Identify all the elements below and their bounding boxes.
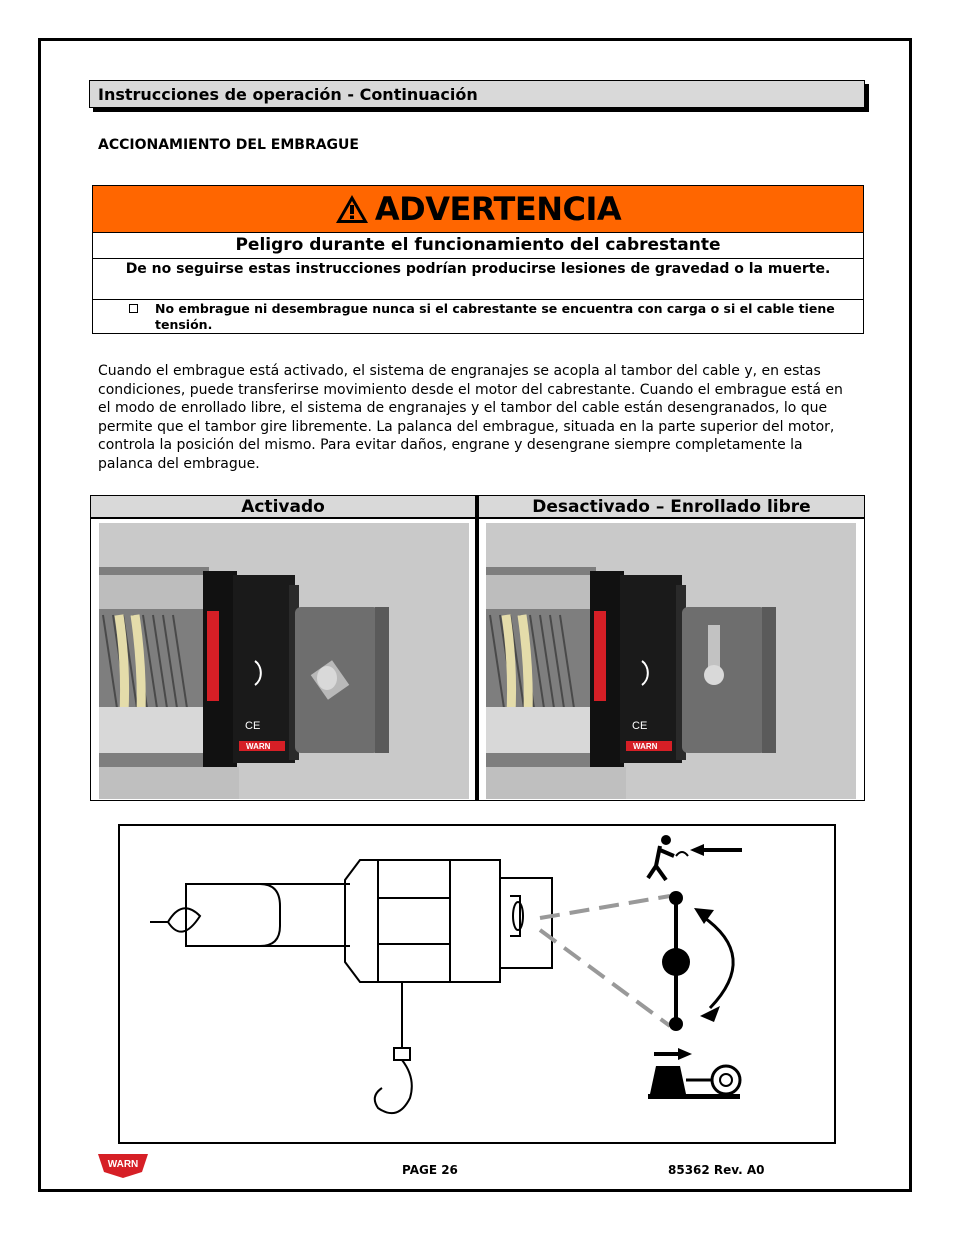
warning-instruction: No embrague ni desembrague nunca si el cabrestante se encuentra con carga o si el cable tiene tensión. [155,301,835,332]
warning-box [92,185,864,334]
freespool-winch-photo [486,523,856,799]
warning-hazard: Peligro durante el funcionamiento del cabrestante [93,233,863,259]
clutch-diagram-drawing [120,826,834,1142]
document-revision: 85362 Rev. A0 [668,1163,765,1177]
section-title: Instrucciones de operación - Continuación [98,85,478,104]
subheading: ACCIONAMIENTO DEL EMBRAGUE [98,137,359,153]
body-paragraph: Cuando el embrague está activado, el sistema de engranajes se acopla al tambor del cable y, en estas condiciones, puede transferirse movimiento desde el motor del cabrestante. Cuando el embrague está en el modo de enrollado libre, el sistema de engranajes y el tambor del cable están desengranados, lo que permite que el tambor gire libremente. La palanca del embrague, situada en la parte superior del motor, controla la posición del mismo. Para evitar daños, engrane y desengrane siempre completamente la palanca del embrague. [98,363,843,472]
warning-triangle-icon [335,193,369,225]
warning-title: ADVERTENCIA [374,190,622,228]
freespool-header: Desactivado – Enrollado libre [479,496,864,519]
warn-logo [98,1152,148,1178]
svg-text:WARN: WARN [246,742,271,751]
clutch-photo-table [90,495,865,801]
warning-consequence: De no seguirse estas instrucciones podrían producirse lesiones de gravedad o la muerte. [93,259,863,300]
checkbox-bullet-icon [129,304,138,313]
warning-banner [93,186,863,233]
engaged-winch-photo [99,523,469,799]
svg-text:CE: CE [245,720,261,732]
svg-text:CE: CE [632,720,648,732]
page-number: PAGE 26 [402,1163,458,1177]
table-divider [475,496,479,800]
section-header [89,80,865,108]
warning-instruction-row [93,300,863,333]
svg-text:WARN: WARN [633,742,658,751]
svg-text:WARN: WARN [107,1159,139,1170]
clutch-diagram [118,824,836,1144]
engaged-header: Activado [91,496,475,519]
